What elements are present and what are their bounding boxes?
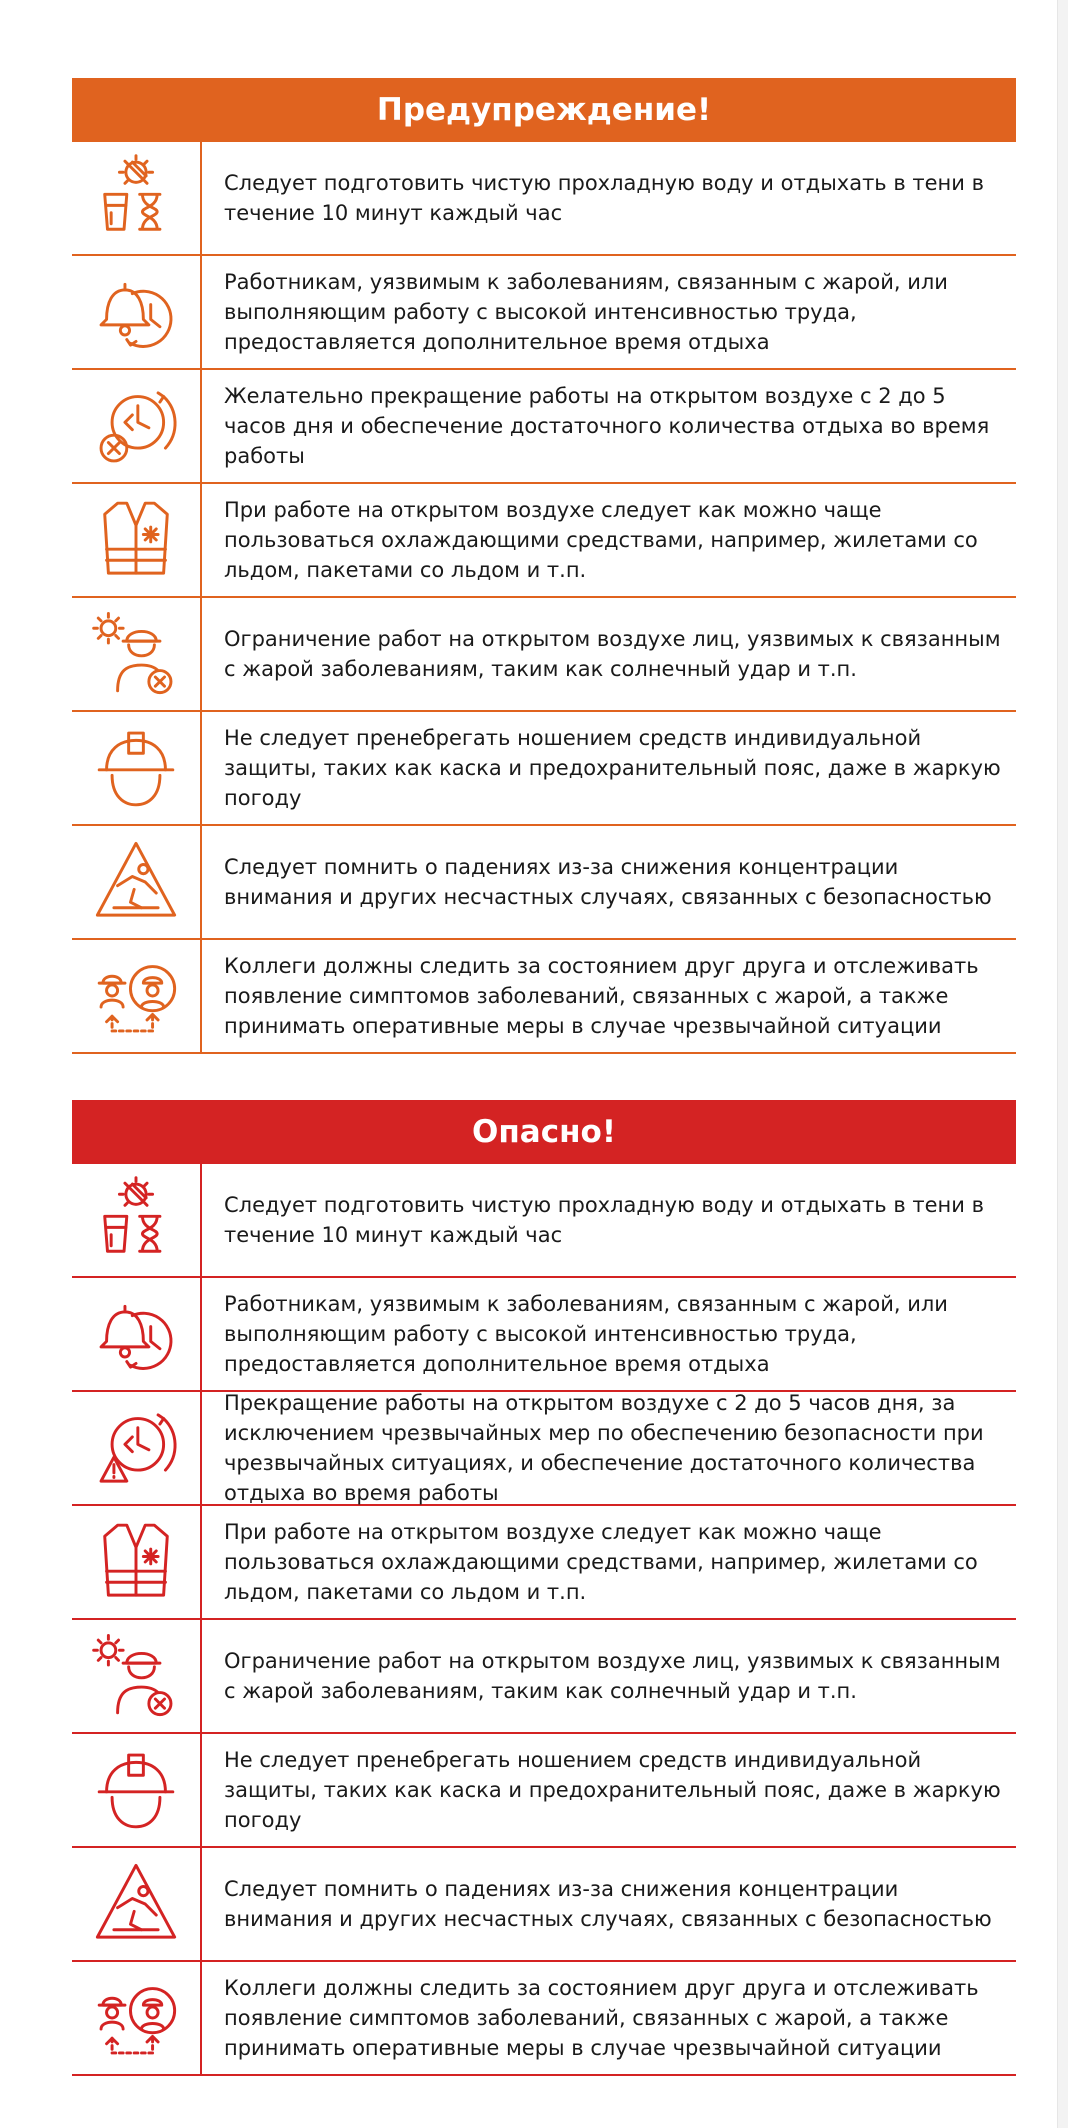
rule-text-cell <box>202 1506 1016 1618</box>
warning-row-5 <box>72 598 1016 712</box>
rule-text-cell <box>202 1620 1016 1732</box>
rule-text-cell <box>202 1734 1016 1846</box>
warning-row-1 <box>72 142 1016 256</box>
warning-header: Предупреждение! <box>72 78 1016 142</box>
rule-text-cell <box>202 1848 1016 1960</box>
icon-cell <box>72 1164 202 1276</box>
icon-cell <box>72 1506 202 1618</box>
rule-text: Не следует пренебрегать ношением средств индивидуальной защиты, таких как каска и предохранительный пояс, даже в жаркую погоду <box>224 1748 1001 1832</box>
worker-sun-restriction-icon <box>90 608 182 700</box>
water-rest-icon <box>90 152 182 244</box>
warning-row-2 <box>72 256 1016 370</box>
danger-row-1 <box>72 1164 1016 1278</box>
rule-text-cell <box>202 1962 1016 2074</box>
icon-cell <box>72 142 202 254</box>
rule-text: Не следует пренебрегать ношением средств индивидуальной защиты, таких как каска и предохранительный пояс, даже в жаркую погоду <box>224 726 1001 810</box>
warning-row-4 <box>72 484 1016 598</box>
cooling-vest-icon <box>90 494 182 586</box>
rule-text-cell <box>202 1164 1016 1276</box>
fall-warning-icon <box>90 1858 182 1950</box>
rule-text: Желательно прекращение работы на открытом воздухе с 2 до 5 часов дня и обеспечение достаточного количества отдыха во время работы <box>224 384 990 468</box>
icon-cell <box>72 1278 202 1390</box>
rule-text: При работе на открытом воздухе следует как можно чаще пользоваться охлаждающими средствами, например, жилетами со льдом, пакетами со льдом и т.п. <box>224 498 978 582</box>
warning-section <box>72 78 1016 1054</box>
rule-text-cell <box>202 484 1016 596</box>
rule-text-cell <box>202 940 1016 1052</box>
icon-cell <box>72 940 202 1052</box>
icon-cell <box>72 1620 202 1732</box>
rule-text-cell <box>202 370 1016 482</box>
icon-cell <box>72 256 202 368</box>
rule-text: Коллеги должны следить за состоянием друг друга и отслеживать появление симптомов заболеваний, связанных с жарой, а также принимать оперативные меры в случае чрезвычайной ситуации <box>224 954 979 1038</box>
rule-text: Работникам, уязвимым к заболеваниям, связанным с жарой, или выполняющим работу с высокой интенсивностью труда, предоставляется дополнительное время отдыха <box>224 1292 948 1376</box>
colleagues-watch-icon <box>90 950 182 1042</box>
danger-row-8 <box>72 1962 1016 2076</box>
danger-row-3 <box>72 1392 1016 1506</box>
icon-cell <box>72 598 202 710</box>
danger-rows <box>72 1164 1016 2076</box>
rule-text: Следует помнить о падениях из-за снижения концентрации внимания и других несчастных случаях, связанных с безопасностью <box>224 1877 992 1931</box>
helmet-icon <box>90 722 182 814</box>
icon-cell <box>72 1392 202 1504</box>
alarm-clock-icon <box>90 1288 182 1380</box>
icon-cell <box>72 1962 202 2074</box>
icon-cell <box>72 712 202 824</box>
rule-text: Следует подготовить чистую прохладную воду и отдыхать в тени в течение 10 минут каждый час <box>224 171 984 225</box>
rule-text: При работе на открытом воздухе следует как можно чаще пользоваться охлаждающими средствами, например, жилетами со льдом, пакетами со льдом и т.п. <box>224 1520 978 1604</box>
stop-clock-alert-icon <box>90 1402 182 1494</box>
danger-row-6 <box>72 1734 1016 1848</box>
warning-row-6 <box>72 712 1016 826</box>
rule-text: Ограничение работ на открытом воздухе лиц, уязвимых к связанным с жарой заболеваниям, таким как солнечный удар и т.п. <box>224 627 1001 681</box>
worker-sun-restriction-icon <box>90 1630 182 1722</box>
rule-text: Прекращение работы на открытом воздухе с 2 до 5 часов дня, за исключением чрезвычайных мер по обеспечению безопасности при чрезвычайных ситуациях, и обеспечение достаточного количества отдыха во время работы <box>224 1391 984 1505</box>
danger-section <box>72 1100 1016 2076</box>
scrollbar[interactable] <box>1057 0 1068 2128</box>
rule-text-cell <box>202 826 1016 938</box>
icon-cell <box>72 1848 202 1960</box>
danger-row-2 <box>72 1278 1016 1392</box>
rule-text: Следует помнить о падениях из-за снижения концентрации внимания и других несчастных случаях, связанных с безопасностью <box>224 855 992 909</box>
icon-cell <box>72 370 202 482</box>
helmet-icon <box>90 1744 182 1836</box>
danger-row-4 <box>72 1506 1016 1620</box>
icon-cell <box>72 826 202 938</box>
water-rest-icon <box>90 1174 182 1266</box>
rule-text: Следует подготовить чистую прохладную воду и отдыхать в тени в течение 10 минут каждый час <box>224 1193 984 1247</box>
colleagues-watch-icon <box>90 1972 182 2064</box>
fall-warning-icon <box>90 836 182 928</box>
icon-cell <box>72 1734 202 1846</box>
rule-text-cell <box>202 1392 1016 1504</box>
rule-text-cell <box>202 712 1016 824</box>
rule-text: Ограничение работ на открытом воздухе лиц, уязвимых к связанным с жарой заболеваниям, таким как солнечный удар и т.п. <box>224 1649 1001 1703</box>
danger-header: Опасно! <box>72 1100 1016 1164</box>
rule-text-cell <box>202 598 1016 710</box>
rule-text-cell <box>202 256 1016 368</box>
warning-row-3 <box>72 370 1016 484</box>
warning-rows <box>72 142 1016 1054</box>
danger-row-5 <box>72 1620 1016 1734</box>
danger-row-7 <box>72 1848 1016 1962</box>
rule-text: Коллеги должны следить за состоянием друг друга и отслеживать появление симптомов заболеваний, связанных с жарой, а также принимать оперативные меры в случае чрезвычайной ситуации <box>224 1976 979 2060</box>
rule-text-cell <box>202 142 1016 254</box>
cooling-vest-icon <box>90 1516 182 1608</box>
stop-clock-icon <box>90 380 182 472</box>
rule-text: Работникам, уязвимым к заболеваниям, связанным с жарой, или выполняющим работу с высокой интенсивностью труда, предоставляется дополнительное время отдыха <box>224 270 948 354</box>
icon-cell <box>72 484 202 596</box>
rule-text-cell <box>202 1278 1016 1390</box>
warning-row-8 <box>72 940 1016 1054</box>
warning-row-7 <box>72 826 1016 940</box>
alarm-clock-icon <box>90 266 182 358</box>
